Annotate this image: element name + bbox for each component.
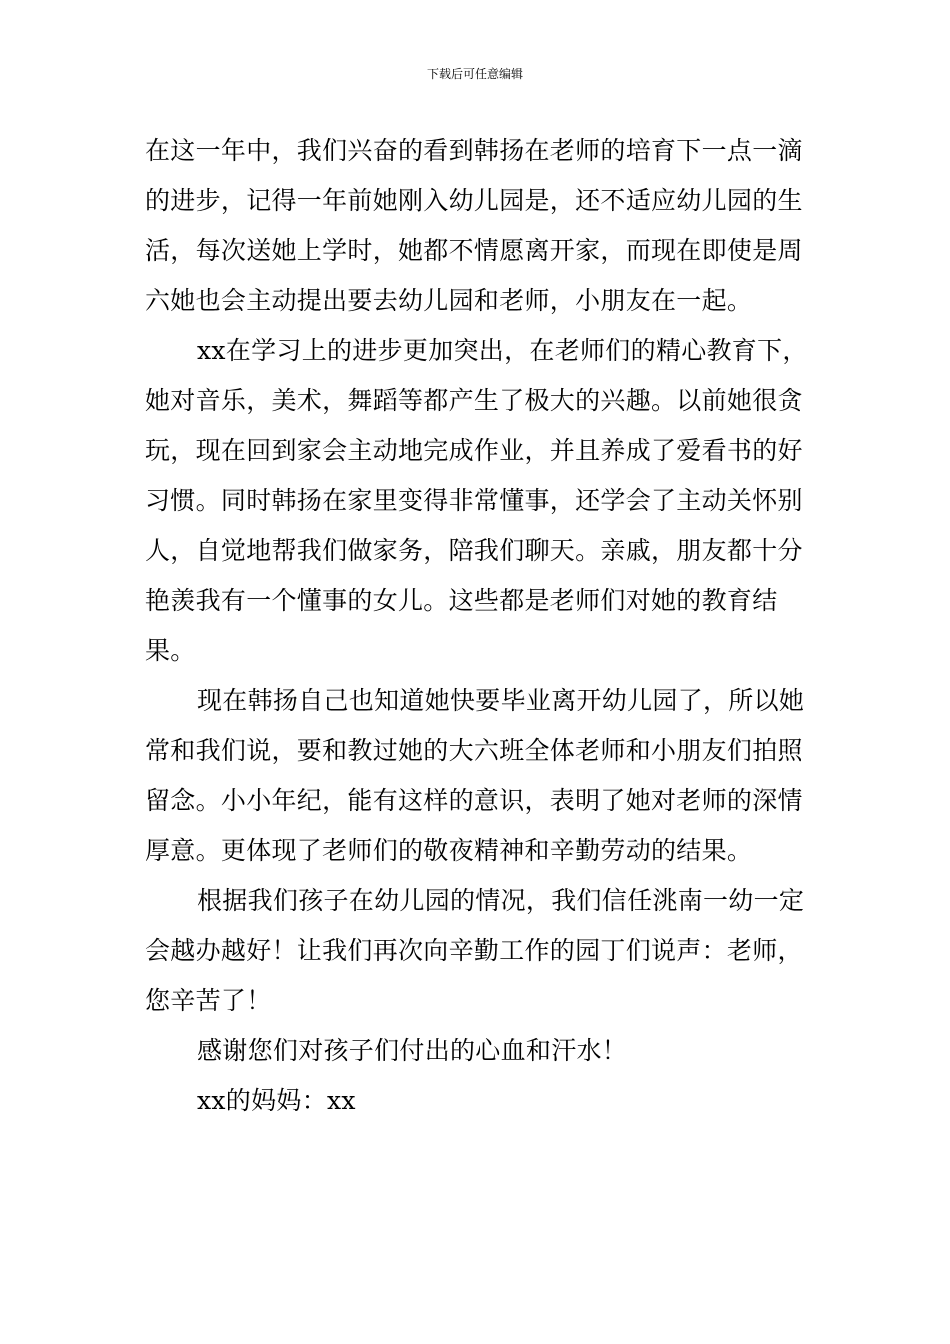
paragraph-2: xx在学习上的进步更加突出，在老师们的精心教育下，她对音乐，美术，舞蹈等都产生了极大的兴趣。以前她很贪玩，现在回到家会主动地完成作业，并且养成了爱看书的好习惯。同时韩扬在家里变得非常懂事，还学会了主动关怀别人，自觉地帮我们做家务，陪我们聊天。亲戚，朋友都十分艳羡我有一个懂事的女儿。这些都是老师们对她的教育结果。 xyxy=(145,336,808,665)
letter-body xyxy=(145,126,815,1126)
signature: xx的妈妈：xx xyxy=(197,1086,356,1115)
page-header-note: 下载后可任意编辑 xyxy=(426,67,523,81)
paragraph-3: 现在韩扬自己也知道她快要毕业离开幼儿园了，所以她常和我们说，要和教过她的大六班全体老师和小朋友们拍照留念。小小年纪，能有这样的意识，表明了她对老师的深情厚意。更体现了老师们的敬夜精神和辛勤劳动的结果。 xyxy=(145,686,805,865)
paragraph-thanks: 感谢您们对孩子们付出的心血和汗水！ xyxy=(197,1036,628,1065)
paragraph-4: 根据我们孩子在幼儿园的情况，我们信任洮南一幼一定会越办越好！让我们再次向辛勤工作的园丁们说声：老师，您辛苦了！ xyxy=(145,886,805,1015)
paragraph-1: 在这一年中，我们兴奋的看到韩扬在老师的培育下一点一滴的进步，记得一年前她刚入幼儿园是，还不适应幼儿园的生活，每次送她上学时，她都不情愿离开家，而现在即使是周六她也会主动提出要去幼儿园和老师，小朋友在一起。 xyxy=(145,136,803,315)
